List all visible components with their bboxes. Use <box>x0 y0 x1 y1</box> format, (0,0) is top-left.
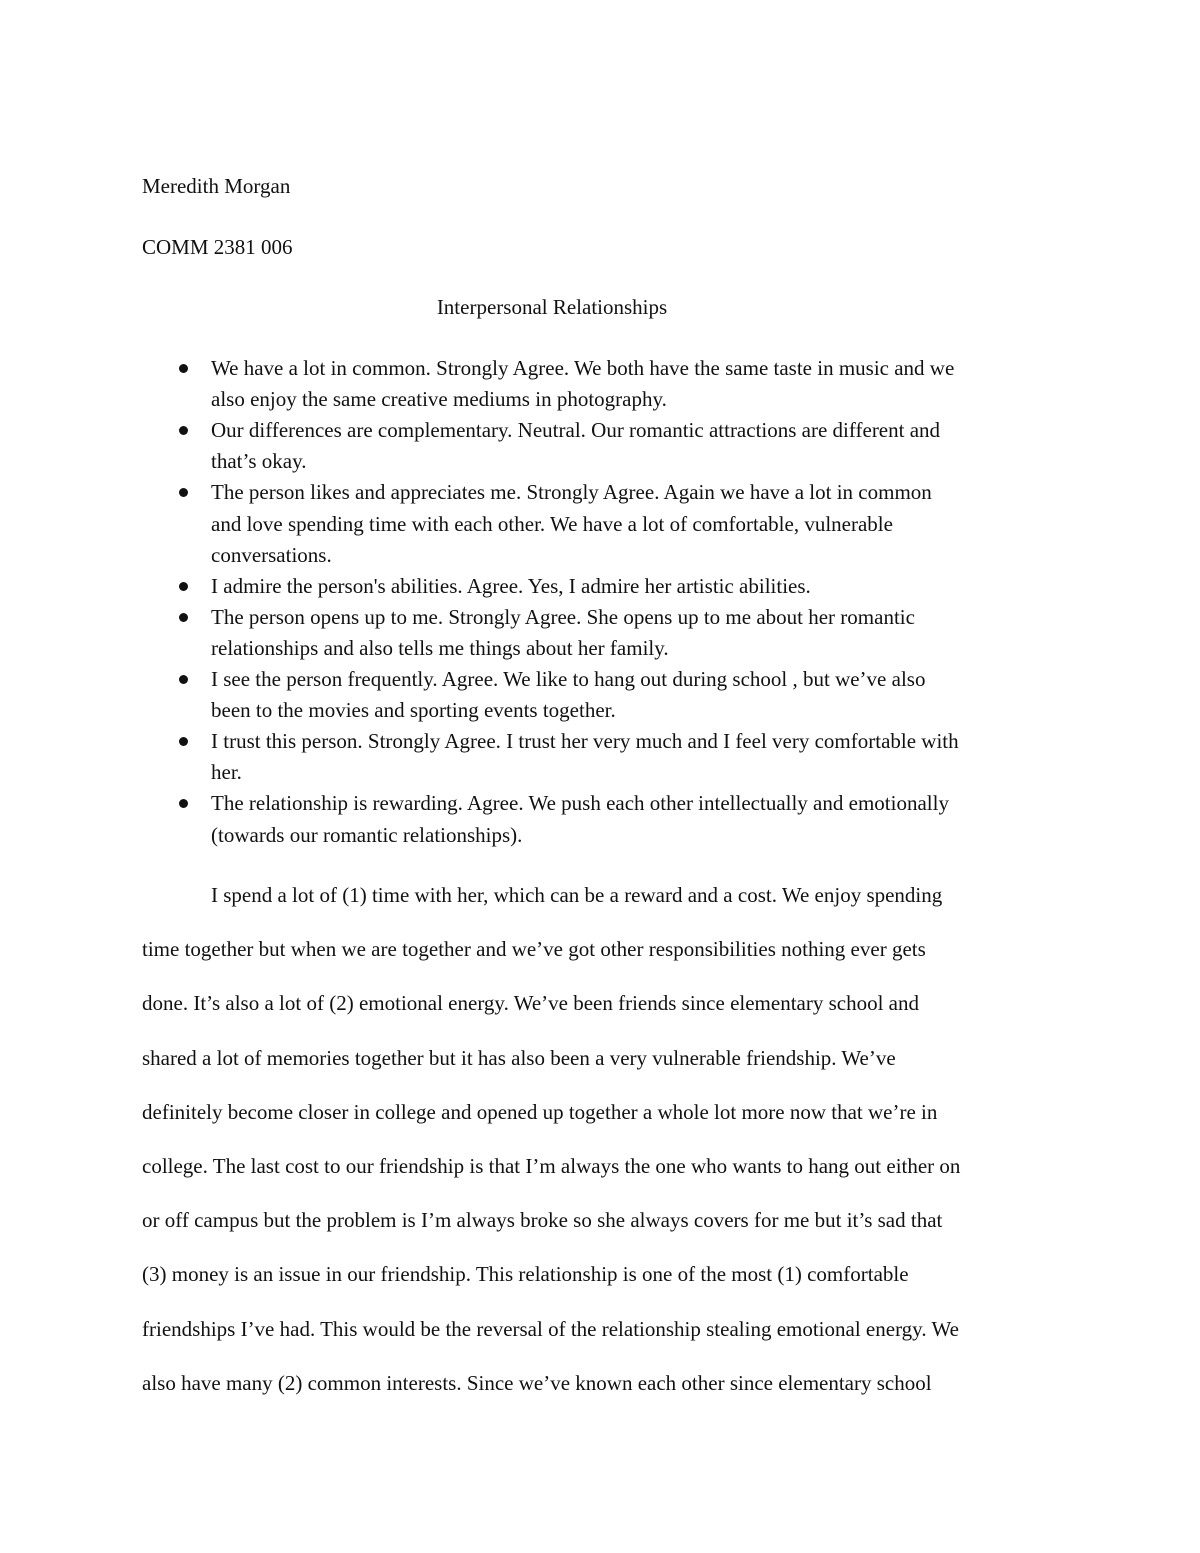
paragraph-line: friendships I’ve had. This would be the reversal of the relationship stealing emotional energy. We <box>142 1316 959 1341</box>
paragraph-line: (3) money is an issue in our friendship. This relationship is one of the most (1) comfortable <box>142 1262 909 1287</box>
bullet-dot-icon <box>179 799 188 808</box>
paragraph-line: definitely become closer in college and opened up together a whole lot more now that we’re in <box>142 1099 938 1124</box>
bullet-text-line: also enjoy the same creative mediums in photography. <box>211 387 667 412</box>
course-code: COMM 2381 006 <box>142 235 293 259</box>
bullet-text-line: The person opens up to me. Strongly Agree. She opens up to me about her romantic <box>211 604 915 629</box>
document-title: Interpersonal Relationships <box>436 295 668 319</box>
bullet-text-line: (towards our romantic relationships). <box>211 822 523 847</box>
paragraph-line: or off campus but the problem is I’m always broke so she always covers for me but it’s sad that <box>142 1208 943 1233</box>
bullet-text-line: I see the person frequently. Agree. We like to hang out during school , but we’ve also <box>211 667 926 691</box>
bullet-dot-icon <box>179 582 188 591</box>
paragraph-line: college. The last cost to our friendship is that I’m always the one who wants to hang out either on <box>142 1154 961 1178</box>
bullet-text-line: I admire the person's abilities. Agree. Yes, I admire her artistic abilities. <box>211 573 811 598</box>
paragraph-line: shared a lot of memories together but it has also been a very vulnerable friendship. We’ve <box>142 1045 896 1070</box>
paragraph-line: I spend a lot of (1) time with her, which can be a reward and a cost. We enjoy spending <box>211 883 943 907</box>
bullet-text-line: I trust this person. Strongly Agree. I trust her very much and I feel very comfortable with <box>211 729 959 754</box>
bullet-text-line: We have a lot in common. Strongly Agree. We both have the same taste in music and we <box>211 356 955 380</box>
bullet-text-line: The relationship is rewarding. Agree. We push each other intellectually and emotionally <box>211 791 949 816</box>
paragraph-line: also have many (2) common interests. Since we’ve known each other since elementary school <box>142 1370 932 1395</box>
bullet-text-line: relationships and also tells me things about her family. <box>211 635 669 660</box>
paragraph-line: done. It’s also a lot of (2) emotional energy. We’ve been friends since elementary school and <box>142 991 919 1016</box>
bullet-text-line: Our differences are complementary. Neutral. Our romantic attractions are different and <box>211 418 941 443</box>
bullet-text-line: conversations. <box>211 542 332 567</box>
paragraph-line: time together but when we are together and we’ve got other responsibilities nothing ever gets <box>142 937 926 962</box>
bullet-text-line: her. <box>211 760 242 785</box>
bullet-dot-icon <box>179 675 188 684</box>
bullet-dot-icon <box>179 613 188 622</box>
bullet-dot-icon <box>179 488 188 497</box>
bullet-text-line: been to the movies and sporting events together. <box>211 698 616 723</box>
bullet-text-line: and love spending time with each other. We have a lot of comfortable, vulnerable <box>211 511 893 536</box>
bullet-dot-icon <box>179 426 188 435</box>
bullet-text-line: The person likes and appreciates me. Strongly Agree. Again we have a lot in common <box>211 480 932 505</box>
bullet-dot-icon <box>179 737 188 746</box>
bullet-dot-icon <box>179 364 188 373</box>
bullet-text-line: that’s okay. <box>211 449 307 474</box>
author-name: Meredith Morgan <box>142 174 291 198</box>
